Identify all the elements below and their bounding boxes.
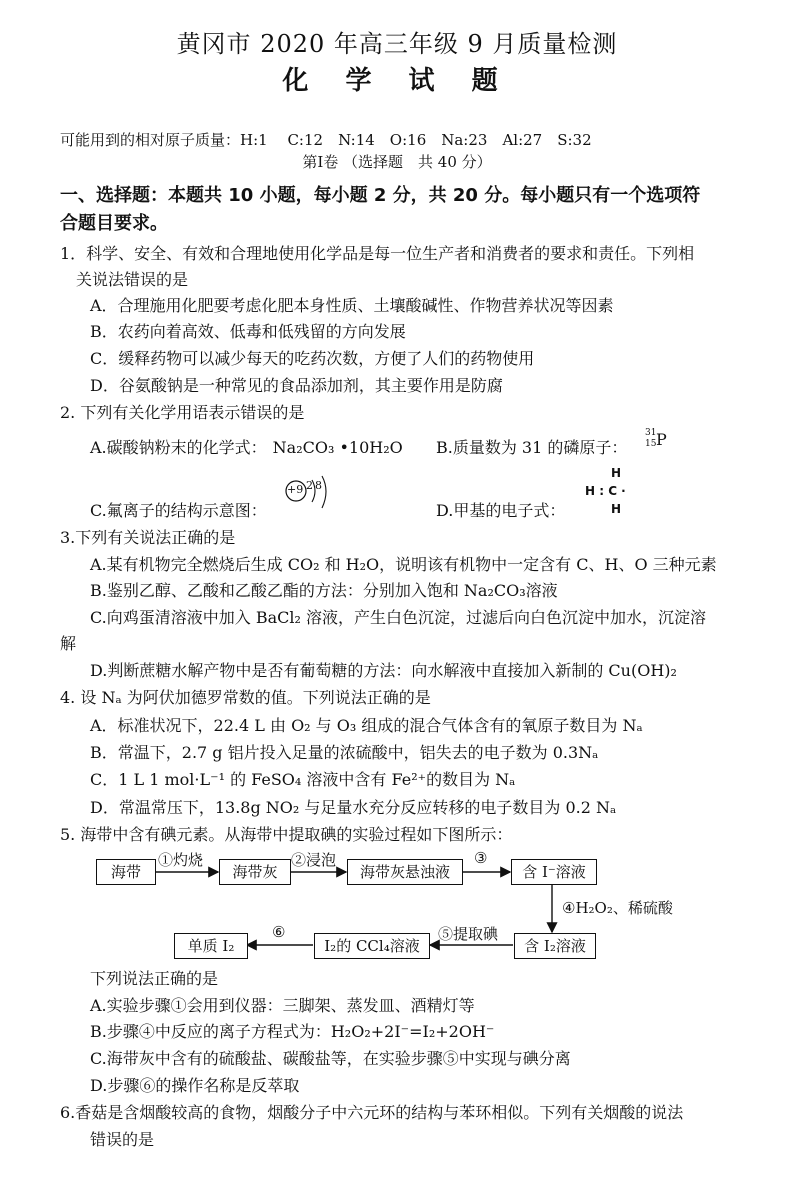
flow-box-kelp-ash: 海带灰 (219, 859, 291, 885)
flow-step-1-label: ①灼烧 (158, 851, 204, 869)
q2-option-c: C.氟离子的结构示意图： (90, 501, 267, 520)
q2-option-b-text: B.质量数为 31 的磷原子： (436, 438, 628, 457)
q1-option-b: B．农药向着高效、低毒和低残留的方向发展 (90, 322, 406, 341)
q5-option-b: B.步骤④中反应的离子方程式为：H₂O₂+2I⁻=I₂+2OH⁻ (90, 1022, 495, 1041)
q3-stem: 3.下列有关说法正确的是 (60, 528, 236, 547)
volume-label: 第Ⅰ卷 （选择题 共 40 分） (302, 153, 492, 171)
q4-option-d: D．常温常压下，13.8g NO₂ 与足量水充分反应转移的电子数目为 0.2 Nₐ (90, 798, 617, 817)
phosphorus-isotope-notation: 31 15 P (645, 428, 667, 449)
flow-box-kelp: 海带 (96, 859, 156, 885)
q5-option-a: A.实验步骤①会用到仪器：三脚架、蒸发皿、酒精灯等 (90, 996, 475, 1015)
flow-step-4-label: ④H₂O₂、稀硫酸 (562, 899, 673, 917)
fluoride-shell2-count: 8 (315, 479, 322, 492)
flow-step-5-label: ⑤提取碘 (438, 925, 499, 943)
q2-option-d: D.甲基的电子式： (436, 501, 566, 520)
fluoride-shell1-count: 2 (306, 479, 313, 492)
q3-option-a: A.某有机物完全燃烧后生成 CO₂ 和 H₂O，说明该有机物中一定含有 C、H、O 三种元素 (90, 555, 717, 574)
q1-option-a: A．合理施用化肥要考虑化肥本身性质、土壤酸碱性、作物营养状况等因素 (90, 296, 614, 315)
exam-title: 黄冈市 2020 年高三年级 9 月质量检测 (176, 30, 618, 58)
q6-stem-line2: 错误的是 (90, 1130, 155, 1149)
q1-option-d: D．谷氨酸钠是一种常见的食品添加剂，其主要作用是防腐 (90, 376, 503, 395)
q5-question: 下列说法正确的是 (90, 969, 219, 988)
q3-option-c-line1: C.向鸡蛋清溶液中加入 BaCl₂ 溶液，产生白色沉淀，过滤后向白色沉淀中加水，沉淀溶 (90, 608, 707, 627)
q2-option-a-text: A.碳酸钠粉末的化学式： (90, 438, 267, 457)
q5-option-c: C.海带灰中含有的硫酸盐、碳酸盐等，在实验步骤⑤中实现与碘分离 (90, 1049, 571, 1068)
q6-stem-line1: 6.香菇是含烟酸较高的食物，烟酸分子中六元环的结构与苯环相似。下列有关烟酸的说法 (60, 1103, 684, 1122)
flow-step-6-label: ⑥ (272, 923, 286, 941)
q1-stem-line1: 1．科学、安全、有效和合理地使用化学品是每一位生产者和消费者的要求和责任。下列相 (60, 244, 695, 263)
flow-step-2-label: ②浸泡 (291, 851, 337, 869)
fluoride-nucleus-label: +9 (287, 483, 304, 496)
flow-box-iodine-ccl4: I₂的 CCl₄溶液 (314, 933, 430, 959)
atomic-masses: 可能用到的相对原子质量：H:1 C:12 N:14 O:16 Na:23 Al:27 S:32 (60, 131, 592, 149)
q3-option-d: D.判断蔗糖水解产物中是否有葡萄糖的方法：向水解液中直接加入新制的 Cu(OH)₂ (90, 661, 677, 680)
q5-stem: 5. 海带中含有碘元素。从海带中提取碘的实验过程如下图所示： (60, 825, 513, 844)
section-heading-line1: 一、选择题：本题共 10 小题，每小题 2 分，共 20 分。每小题只有一个选项符 (60, 185, 701, 206)
q4-option-c: C．1 L 1 mol·L⁻¹ 的 FeSO₄ 溶液中含有 Fe²⁺的数目为 Nₐ (90, 770, 516, 789)
q2-stem: 2. 下列有关化学用语表示错误的是 (60, 403, 305, 422)
q1-stem-line2: 关说法错误的是 (76, 270, 189, 289)
q3-option-c-line2: 解 (60, 634, 77, 653)
q2-option-a-formula: Na₂CO₃ •10H₂O (272, 438, 403, 457)
flow-box-iodine-solution: 含 I₂溶液 (514, 933, 596, 959)
flow-box-elemental-iodine: 单质 I₂ (174, 933, 248, 959)
flow-box-iodide-solution: 含 I⁻溶液 (511, 859, 597, 885)
section-heading-line2: 合题目要求。 (60, 213, 168, 234)
subject-title: 化 学 试 题 (282, 66, 512, 96)
q4-option-b: B．常温下，2.7 g 铝片投入足量的浓硫酸中，铝失去的电子数为 0.3Nₐ (90, 743, 599, 762)
methyl-electron-formula: H H : C · H (585, 466, 626, 516)
q5-option-d: D.步骤⑥的操作名称是反萃取 (90, 1076, 300, 1095)
flow-step-3-label: ③ (474, 849, 488, 867)
q4-stem: 4. 设 Nₐ 为阿伏加德罗常数的值。下列说法正确的是 (60, 688, 431, 707)
q4-option-a: A．标准状况下，22.4 L 由 O₂ 与 O₃ 组成的混合气体含有的氧原子数目为 Nₐ (90, 716, 643, 735)
flow-box-ash-suspension: 海带灰悬浊液 (347, 859, 463, 885)
q1-option-c: C．缓释药物可以减少每天的吃药次数，方便了人们的药物使用 (90, 349, 535, 368)
q3-option-b: B.鉴别乙醇、乙酸和乙酸乙酯的方法：分别加入饱和 Na₂CO₃溶液 (90, 581, 558, 600)
